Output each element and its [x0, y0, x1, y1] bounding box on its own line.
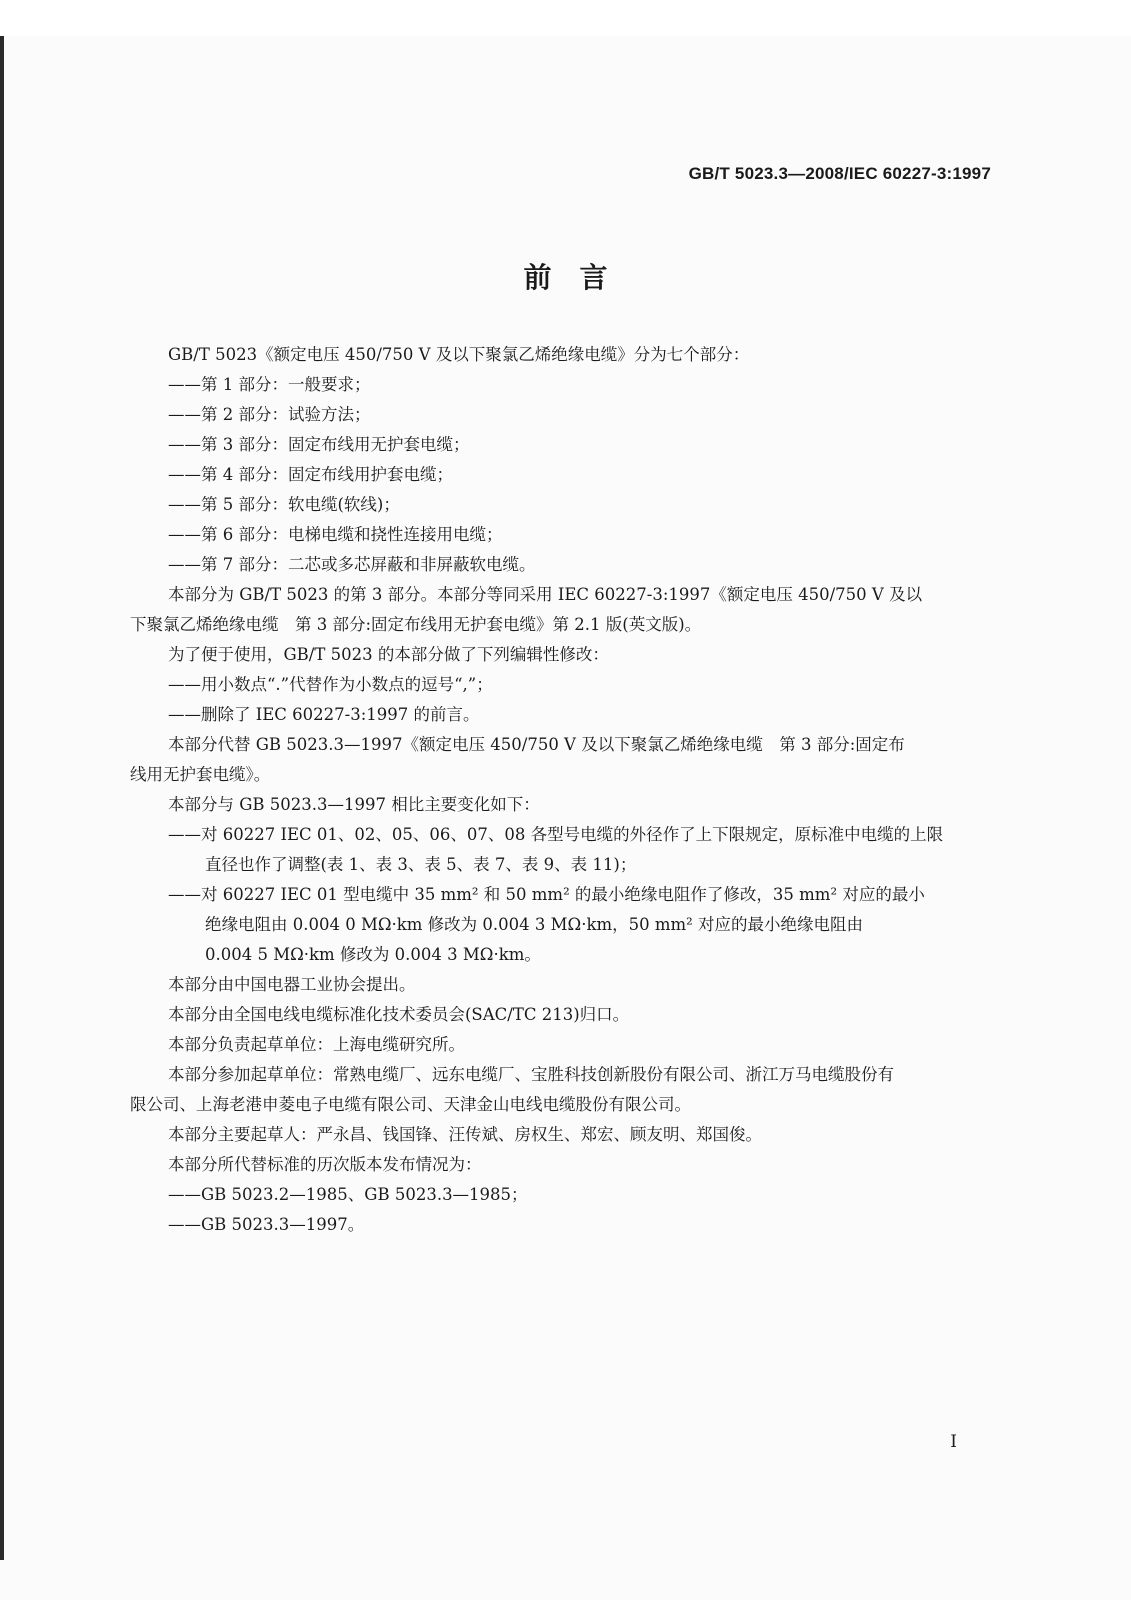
participants-line-2: 限公司、上海老港申菱电子电缆有限公司、天津金山电线电缆股份有限公司。	[130, 1095, 691, 1114]
part-item: ——第 3 部分：固定布线用无护套电缆；	[168, 435, 470, 454]
centralized-by: 本部分由全国电线电缆标准化技术委员会(SAC/TC 213)归口。	[168, 1005, 630, 1024]
history-item: ——GB 5023.3—1997。	[168, 1215, 365, 1234]
part-item: ——第 2 部分：试验方法；	[168, 405, 371, 424]
changes-intro: 本部分与 GB 5023.3—1997 相比主要变化如下：	[168, 795, 540, 814]
replacement-line-2: 线用无护套电缆》。	[130, 765, 271, 784]
intro-paragraph: GB/T 5023《额定电压 450/750 V 及以下聚氯乙烯绝缘电缆》分为七个部分：	[168, 345, 750, 364]
change-item-1: ——对 60227 IEC 01、02、05、06、07、08 各型号电缆的外径作了上下限规定，原标准中电缆的上限	[168, 825, 944, 844]
replacement-line-1: 本部分代替 GB 5023.3—1997《额定电压 450/750 V 及以下聚氯乙烯绝缘电缆 第 3 部分:固定布	[168, 735, 905, 754]
part-item: ——第 5 部分：软电缆(软线)；	[168, 495, 400, 514]
edit-item: ——删除了 IEC 60227-3:1997 的前言。	[168, 705, 480, 724]
drafting-unit: 本部分负责起草单位：上海电缆研究所。	[168, 1035, 465, 1054]
part-item: ——第 6 部分：电梯电缆和挠性连接用电缆；	[168, 525, 503, 544]
part-item: ——第 7 部分：二芯或多芯屏蔽和非屏蔽软电缆。	[168, 555, 536, 574]
edit-item: ——用小数点“.”代替作为小数点的逗号“,”；	[168, 675, 493, 694]
history-item: ——GB 5023.2—1985、GB 5023.3—1985；	[168, 1185, 528, 1204]
standard-code: GB/T 5023.3—2008/IEC 60227-3:1997	[688, 164, 991, 183]
foreword-body	[130, 340, 988, 1240]
part-item: ——第 1 部分：一般要求；	[168, 375, 371, 394]
part-item: ——第 4 部分：固定布线用护套电缆；	[168, 465, 453, 484]
change-item-2-cont: 0.004 5 MΩ·km 修改为 0.004 3 MΩ·km。	[205, 945, 541, 964]
history-intro: 本部分所代替标准的历次版本发布情况为：	[168, 1155, 482, 1174]
drafters: 本部分主要起草人：严永昌、钱国锋、汪传斌、房权生、郑宏、顾友明、郑国俊。	[168, 1125, 762, 1144]
edit-intro: 为了便于使用，GB/T 5023 的本部分做了下列编辑性修改：	[168, 645, 609, 664]
adoption-line-1: 本部分为 GB/T 5023 的第 3 部分。本部分等同采用 IEC 60227-3:1997《额定电压 450/750 V 及以	[168, 585, 923, 604]
page-number: I	[950, 1432, 957, 1452]
change-item-2: ——对 60227 IEC 01 型电缆中 35 mm² 和 50 mm² 的最小绝缘电阻作了修改，35 mm² 对应的最小	[168, 885, 925, 904]
scan-top-margin	[0, 0, 1131, 36]
page-title: 前言	[523, 261, 636, 294]
proposed-by: 本部分由中国电器工业协会提出。	[168, 975, 416, 994]
adoption-line-2: 下聚氯乙烯绝缘电缆 第 3 部分:固定布线用无护套电缆》第 2.1 版(英文版)。	[130, 615, 702, 634]
participants-line-1: 本部分参加起草单位：常熟电缆厂、远东电缆厂、宝胜科技创新股份有限公司、浙江万马电缆股份有	[168, 1065, 894, 1084]
change-item-2-cont: 绝缘电阻由 0.004 0 MΩ·km 修改为 0.004 3 MΩ·km，50 mm² 对应的最小绝缘电阻由	[205, 915, 864, 934]
change-item-1-cont: 直径也作了调整(表 1、表 3、表 5、表 7、表 9、表 11)；	[205, 855, 637, 874]
